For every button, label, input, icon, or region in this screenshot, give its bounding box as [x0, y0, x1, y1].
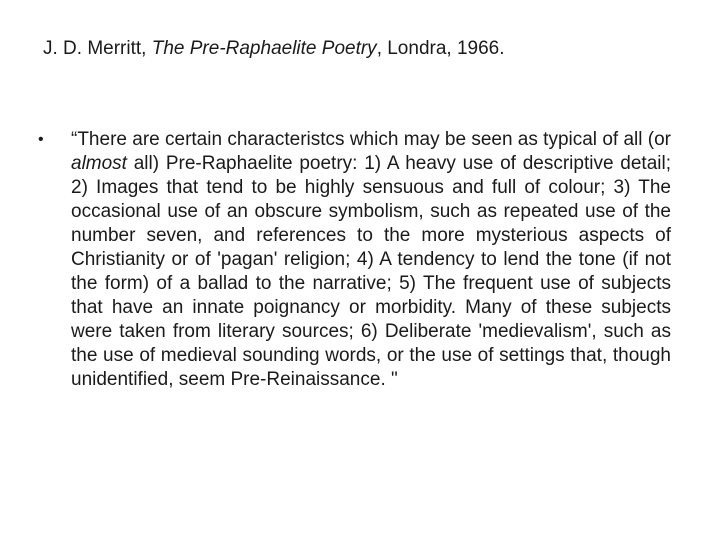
citation-rest: , Londra, 1966.: [376, 38, 505, 59]
citation: [43, 36, 505, 62]
quote-text-part2: all) Pre-Raphaelite poetry: 1) A heavy use of descriptive detail; 2) Images that tend to be highly sensuous and full of colour; 3) The occasional use of an obscure symbolism, such as repeated use of the number seven, and references to the more mysterious aspects of Christianity or of 'pagan' religion; 4) A tendency to lend the tone (if not the form) of a ballad to the narrative; 5) The frequent use of subjects that have an innate poignancy or morbidity. Many of these subjects were taken from literary sources; 6) Deliberate 'medievalism', such as the use of medieval sounding words, or the use of settings that, though unidentified, seem Pre-Reinaissance. ": [71, 153, 671, 390]
bullet-marker: •: [38, 131, 44, 148]
citation-author: J. D. Merritt,: [43, 38, 152, 59]
quote-emphasis: almost: [71, 153, 127, 174]
quote-bullet: [38, 128, 671, 392]
citation-title: The Pre-Raphaelite Poetry: [151, 38, 377, 59]
quote-text-part1: “There are certain characteristcs which may be seen as typical of all (or: [71, 129, 671, 150]
